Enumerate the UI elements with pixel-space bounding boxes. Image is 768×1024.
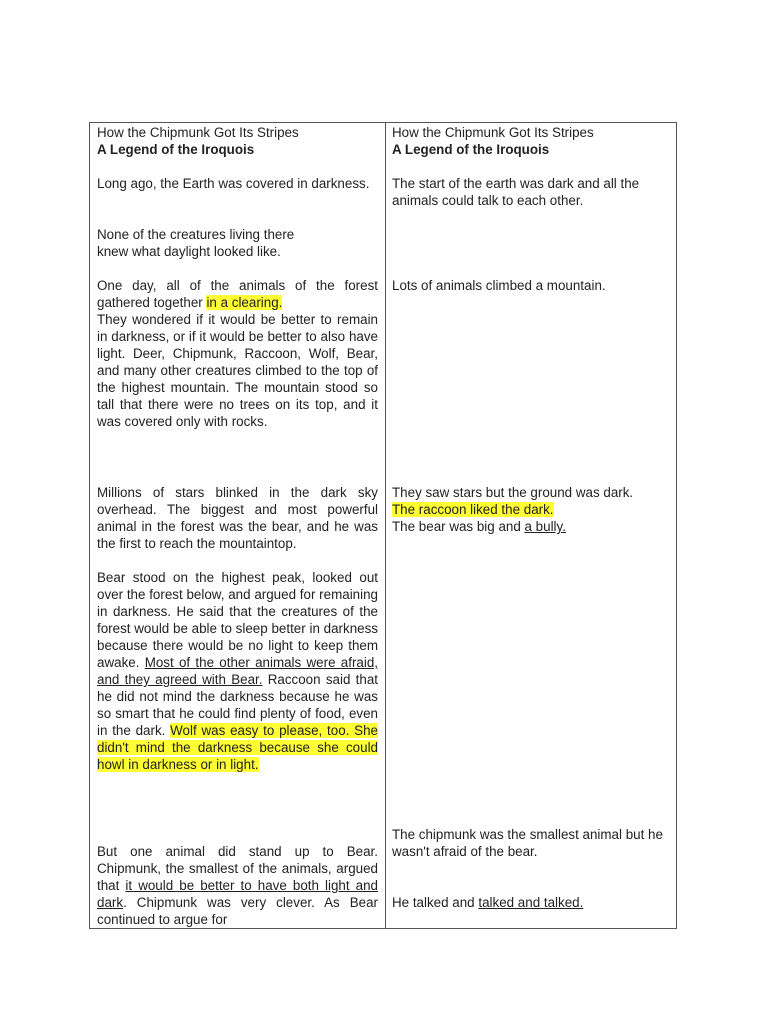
p3-highlight: in a clearing. <box>206 295 283 310</box>
p5-highlight: Wolf was easy to please, too. She didn't mind the darkness because she could howl in darkness or in light. <box>97 723 378 772</box>
right-title: How the Chipmunk Got Its Stripes <box>392 125 594 140</box>
left-paragraph-6 <box>97 843 378 928</box>
right-subtitle: A Legend of the Iroquois <box>392 142 550 157</box>
p3-text: One day, all of the animals of the forest gathered together <box>97 278 378 310</box>
r7-text: He talked and <box>392 895 479 910</box>
column-divider <box>385 123 386 928</box>
right-note-5 <box>392 518 672 535</box>
right-note-4 <box>392 501 672 518</box>
right-note-3: They saw stars but the ground was dark. <box>392 485 634 500</box>
p6-rest: . Chipmunk was very clever. As Bear continued to argue for <box>97 895 378 927</box>
story-comparison-table <box>89 122 677 929</box>
left-subtitle: A Legend of the Iroquois <box>97 142 255 157</box>
left-paragraph-1: Long ago, the Earth was covered in darkness. <box>97 176 370 191</box>
r7-underline: talked and talked. <box>478 895 584 910</box>
left-paragraph-5 <box>97 569 378 773</box>
left-title: How the Chipmunk Got Its Stripes <box>97 125 299 140</box>
p5-mid: Raccoon said that he did not mind the darkness because he was so smart that he could find plenty of food, even in the dark. <box>97 672 378 738</box>
p6-text: But one animal did stand up to Bear. Chipmunk, the smallest of the animals, argued that <box>97 844 378 893</box>
p5-underline: Most of the other animals were afraid, and they agreed with Bear. <box>97 655 378 687</box>
left-paragraph-3 <box>97 277 378 430</box>
right-note-1: The start of the earth was dark and all the animals could talk to each other. <box>392 176 640 208</box>
r5-text: The bear was big and <box>392 519 525 534</box>
p3-rest: They wondered if it would be better to remain in darkness, or if it would be better to also have light. Deer, Chipmunk, Raccoon, Wolf, Bear, and many other creatures climbed to the top of the highest mountain. The mountain stood so tall that there were no trees on its top, and it was covered only with rocks. <box>97 312 378 429</box>
right-note-7 <box>392 894 672 911</box>
p5-text: Bear stood on the highest peak, looked out over the forest below, and argued for remaining in darkness. He said that the creatures of the forest would be able to sleep better in darkness because there would be no light to keep them awake. <box>97 570 378 670</box>
left-paragraph-2: None of the creatures living there knew what daylight looked like. <box>97 227 295 259</box>
p6-underline: it would be better to have both light and dark <box>97 878 378 910</box>
r5-underline: a bully. <box>524 519 566 534</box>
right-note-2: Lots of animals climbed a mountain. <box>392 278 606 293</box>
r4-highlight: The raccoon liked the dark. <box>392 502 554 517</box>
left-paragraph-4: Millions of stars blinked in the dark sky overhead. The biggest and most powerful animal in the forest was the bear, and he was the first to reach the mountaintop. <box>97 485 378 551</box>
right-note-6: The chipmunk was the smallest animal but he wasn't afraid of the bear. <box>392 827 663 859</box>
